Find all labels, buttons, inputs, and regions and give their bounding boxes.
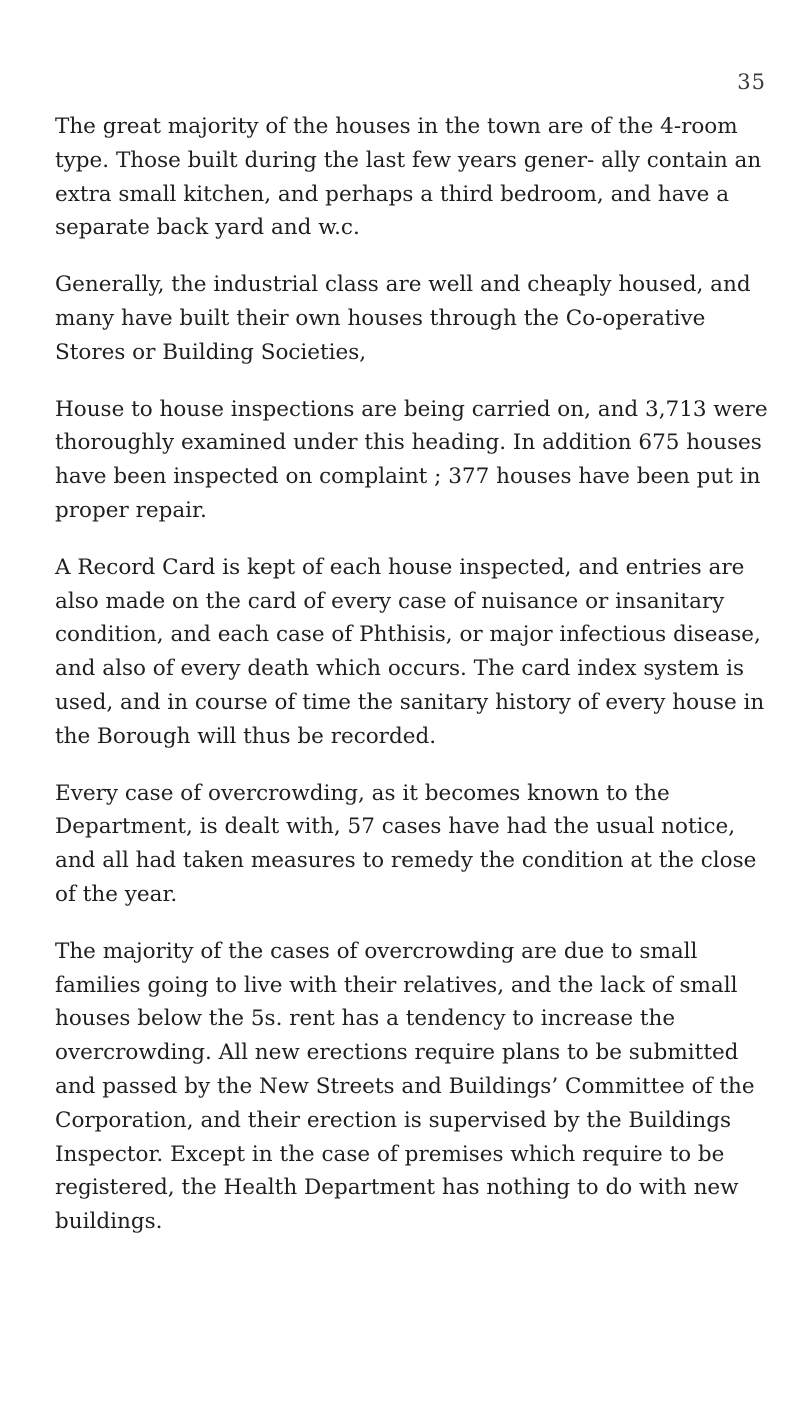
paragraph-overcrowding-causes: The majority of the cases of overcrowding are due to small families going to live with their relatives, and the lack of small houses below the 5s. rent has a tendency to increase the overcrowding. All new erections require plans to be submitted and passed by the New Streets and Buildings’ Committee of the Corporation, and their erection is supervised by the Buildings Inspector. Except in the case of premises which require to be registered, the Health Department has nothing to do with new buildings. [55,938,755,1235]
body-text [55,110,771,1239]
paragraph-house-inspections: House to house inspections are being carried on, and 3,713 were thoroughly examined under this heading. In addition 675 houses have been inspected on complaint ; 377 houses have been put in proper repair. [55,396,768,523]
paragraph-record-card: A Record Card is kept of each house inspected, and entries are also made on the card of every case of nuisance or insanitary condition, and each case of Phthisis, or major infectious disease, and also of every death which occurs. The card index system is used, and in course of time the sanitary history of every house in the Borough will thus be recorded. [55,554,765,749]
paragraph-industrial-class: Generally, the industrial class are well and cheaply housed, and many have built their own houses through the Co-operative Stores or Building Societies, [55,272,751,365]
paragraph-housing-types: The great majority of the houses in the town are of the 4-room type. Those built during the last few years gener- ally contain an extra small kitchen, and perhaps a third bedroom, and have a separate back yard and w.c. [55,114,762,241]
paragraph-overcrowding: Every case of overcrowding, as it becomes known to the Department, is dealt with, 57 cases have had the usual notice, and all had taken measures to remedy the condition at the close of the year. [55,780,757,907]
page-number: 35 [737,70,766,94]
